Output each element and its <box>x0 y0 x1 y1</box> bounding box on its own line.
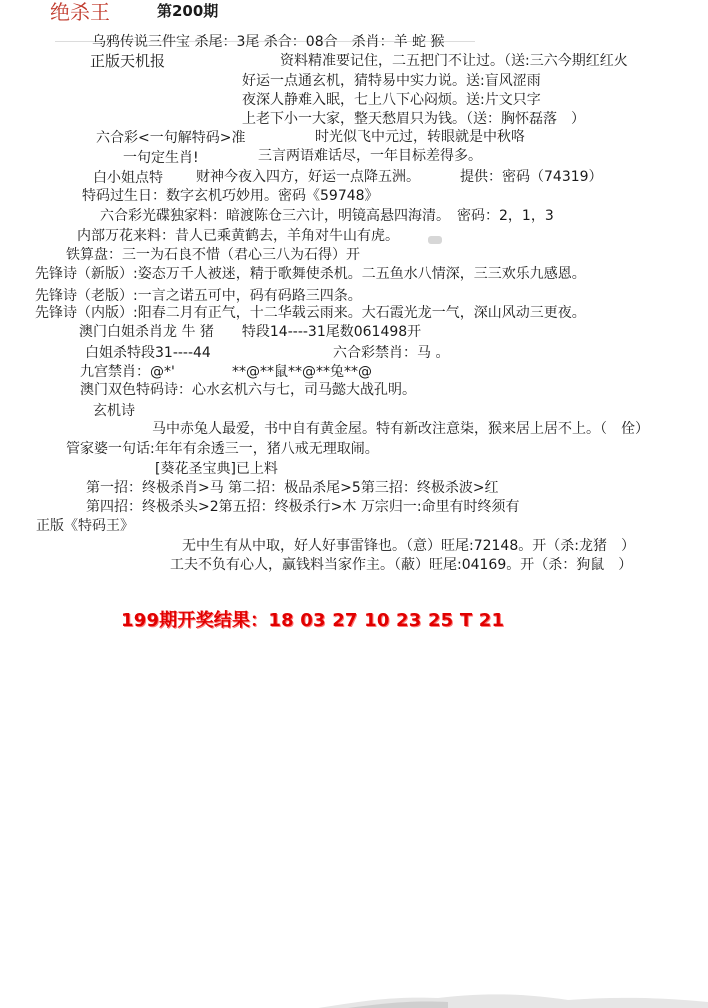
text-line: 六合彩禁肖：马 。 <box>333 345 450 361</box>
text-line: 上老下小一大家，整天愁眉只为钱。（送：胸怀磊落 ） <box>242 111 585 127</box>
text-line: 六合彩光碟独家料：暗渡陈仓三六计，明镜高悬四海清。 密码：2，1，3 <box>100 208 554 224</box>
text-line: 乌鸦传说三件宝 杀尾：3尾 杀合：08合 杀肖：羊 蛇 猴 <box>92 34 445 50</box>
scan-smudge <box>428 236 442 244</box>
text-line: 九宫禁肖：@*' <box>80 364 175 380</box>
text-line: 先锋诗（新版）:姿态万千人被迷，精于歌舞使杀机。二五鱼水八情深，三三欢乐九感恩。 <box>35 266 586 282</box>
text-line: 夜深人静难入眠，七上八下心闷烦。送:片文只字 <box>242 92 541 108</box>
text-line: 白小姐点特 <box>93 170 163 186</box>
bottom-edge-artwork <box>318 986 708 1008</box>
text-line: 无中生有从中取，好人好事雷锋也。（意）旺尾:72148。开（杀:龙猪 ） <box>182 538 635 554</box>
text-line: 第四招：终极杀头>2第五招：终极杀行>木 万宗归一:命里有时终须有 <box>86 499 520 515</box>
text-line: 提供：密码（74319） <box>460 169 603 185</box>
text-line: 管家婆一句话:年年有余透三一，猪八戒无理取闹。 <box>66 441 379 457</box>
text-line: 澳门双色特码诗：心水玄机六与七，司马懿大战孔明。 <box>80 382 416 398</box>
draw-result: 199期开奖结果：18 03 27 10 23 25 T 21 <box>121 610 505 631</box>
text-line: 正版《特码王》 <box>36 518 134 534</box>
text-line: 第一招：终极杀肖>马 第二招：极品杀尾>5第三招：终极杀波>红 <box>86 480 499 496</box>
text-line: 工夫不负有心人，赢钱料当家作主。（蔽）旺尾:04169。开（杀：狗鼠 ） <box>170 557 633 573</box>
text-line: [葵花圣宝典]已上料 <box>155 461 278 477</box>
text-line: 特码过生日：数字玄机巧妙用。密码《59748》 <box>82 188 379 204</box>
text-line: 正版天机报 <box>90 52 166 70</box>
text-line: 时光似飞中元过，转眼就是中秋咯 <box>315 129 525 145</box>
text-line: 一句定生肖! <box>123 150 199 166</box>
issue-number: 第200期 <box>157 2 219 20</box>
text-line: 先锋诗（内版）:阳春二月有正气，十二华载云雨来。大石霞光龙一气，深山风动三更夜。 <box>35 305 586 321</box>
text-line: **@**鼠**@**兔**@ <box>232 364 372 380</box>
text-line: 澳门白姐杀肖龙 牛 猪 特段14----31尾数061498开 <box>79 324 422 340</box>
text-line: 铁算盘：三一为石良不惜（君心三八为石得）开 <box>66 247 360 263</box>
text-line: 三言两语难话尽，一年目标差得多。 <box>258 148 482 164</box>
text-line: 六合彩<一句解特码>准 <box>96 130 246 146</box>
text-line: 先锋诗（老版）:一言之诺五可中，码有码路三四条。 <box>35 288 362 304</box>
text-line: 好运一点通玄机，猜特易中实力说。送:盲风涩雨 <box>242 73 541 89</box>
text-line: 马中赤兔人最爱，书中自有黄金屋。特有新改注意柒，猴来居上居不上。（ 佺） <box>152 421 649 437</box>
text-line: 白姐杀特段31----44 <box>85 345 211 361</box>
text-line: 资料精准要记住，二五把门不让过。（送:三六今期红红火 <box>280 53 628 69</box>
page-title: 绝杀王 <box>50 0 110 24</box>
text-line: 玄机诗 <box>93 403 135 419</box>
text-line: 内部万花来料：昔人已乘黄鹤去，羊角对牛山有虎。 <box>77 228 399 244</box>
text-line: 财神今夜入四方，好运一点降五洲。 <box>196 169 420 185</box>
